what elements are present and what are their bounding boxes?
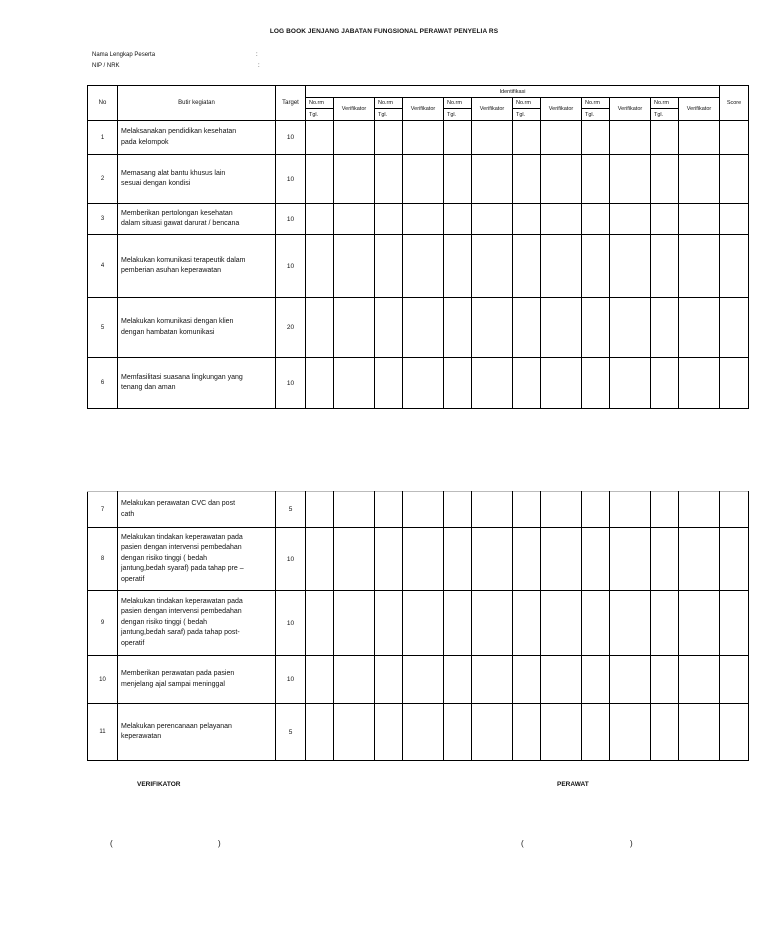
row-number: 8: [88, 528, 118, 591]
activity-line: pada kelompok: [121, 138, 169, 146]
entry-cell[interactable]: [334, 656, 375, 704]
entry-cell[interactable]: [306, 656, 334, 704]
row-activity-description: [118, 298, 276, 358]
row-activity-description: [118, 235, 276, 298]
entry-cell[interactable]: [651, 358, 679, 409]
row-number: 6: [88, 358, 118, 409]
score-cell[interactable]: [720, 235, 749, 298]
entry-cell[interactable]: [679, 358, 720, 409]
entry-cell[interactable]: [651, 298, 679, 358]
entry-cell[interactable]: [610, 358, 651, 409]
row-activity-description: [118, 704, 276, 761]
score-cell[interactable]: [720, 591, 749, 656]
entry-cell[interactable]: [375, 704, 403, 761]
row-target: 10: [276, 235, 306, 298]
entry-cell[interactable]: [375, 298, 403, 358]
entry-cell[interactable]: [375, 235, 403, 298]
perawat-signature-label: PERAWAT: [557, 781, 589, 788]
activity-line: Melakukan tindakan keperawatan pada: [121, 597, 243, 605]
entry-cell[interactable]: [375, 155, 403, 204]
entry-cell[interactable]: [403, 358, 444, 409]
entry-cell[interactable]: [582, 121, 610, 155]
row-activity-description: [118, 591, 276, 656]
header-verifikator: Verifikator: [541, 98, 582, 121]
entry-cell[interactable]: [334, 492, 375, 528]
entry-cell[interactable]: [472, 704, 513, 761]
table-row: [88, 492, 749, 528]
entry-cell[interactable]: [306, 121, 334, 155]
entry-cell[interactable]: [541, 235, 582, 298]
row-number: 5: [88, 298, 118, 358]
row-target: 20: [276, 298, 306, 358]
entry-cell[interactable]: [651, 528, 679, 591]
activity-line: dengan risiko tinggi ( bedah: [121, 618, 208, 626]
table-row: [88, 298, 749, 358]
entry-cell[interactable]: [444, 155, 472, 204]
row-target: 10: [276, 656, 306, 704]
entry-cell[interactable]: [444, 235, 472, 298]
entry-cell[interactable]: [541, 358, 582, 409]
activity-line: jantung,bedah saraf) pada tahap post-: [121, 629, 240, 637]
activity-line: tenang dan aman: [121, 384, 176, 391]
entry-cell[interactable]: [375, 204, 403, 235]
verifikator-signature-label: VERIFIKATOR: [137, 781, 181, 788]
entry-cell[interactable]: [582, 204, 610, 235]
entry-cell[interactable]: [306, 298, 334, 358]
entry-cell[interactable]: [541, 492, 582, 528]
entry-cell[interactable]: [541, 656, 582, 704]
entry-cell[interactable]: [403, 492, 444, 528]
entry-cell[interactable]: [610, 704, 651, 761]
table-body-page-1: [88, 121, 749, 409]
perawat-open-paren: (: [521, 839, 524, 848]
entry-cell[interactable]: [679, 656, 720, 704]
entry-cell[interactable]: [403, 704, 444, 761]
activity-line: dengan risiko tinggi ( bedah: [121, 554, 208, 562]
activity-line: pemberian asuhan keperawatan: [121, 267, 222, 274]
header-norm: No.rm: [513, 98, 541, 109]
entry-cell[interactable]: [610, 298, 651, 358]
entry-cell[interactable]: [541, 204, 582, 235]
entry-cell[interactable]: [651, 656, 679, 704]
document-title: LOG BOOK JENJANG JABATAN FUNGSIONAL PERAWAT PENYELIA RS: [269, 28, 499, 35]
entry-cell[interactable]: [375, 358, 403, 409]
entry-cell[interactable]: [513, 358, 541, 409]
entry-cell[interactable]: [679, 298, 720, 358]
entry-cell[interactable]: [334, 298, 375, 358]
entry-cell[interactable]: [403, 298, 444, 358]
row-activity-description: [118, 492, 276, 528]
header-no: No: [88, 86, 118, 121]
perawat-close-paren: ): [630, 839, 633, 848]
entry-cell[interactable]: [541, 704, 582, 761]
entry-cell[interactable]: [610, 492, 651, 528]
entry-cell[interactable]: [679, 528, 720, 591]
entry-cell[interactable]: [541, 155, 582, 204]
entry-cell[interactable]: [334, 204, 375, 235]
entry-cell[interactable]: [513, 235, 541, 298]
header-butir-kegiatan: Butir kegiatan: [118, 86, 276, 121]
entry-cell[interactable]: [472, 121, 513, 155]
entry-cell[interactable]: [375, 656, 403, 704]
entry-cell[interactable]: [582, 492, 610, 528]
entry-cell[interactable]: [513, 528, 541, 591]
row-activity-description: [118, 528, 276, 591]
activity-line: jantung,bedah syaraf) pada tahap pre –: [121, 565, 244, 573]
activity-line: pasien dengan intervensi pembedahan: [121, 544, 242, 552]
entry-cell[interactable]: [306, 358, 334, 409]
header-verifikator: Verifikator: [679, 98, 720, 121]
entry-cell[interactable]: [334, 121, 375, 155]
entry-cell[interactable]: [444, 656, 472, 704]
entry-cell[interactable]: [610, 155, 651, 204]
entry-cell[interactable]: [472, 591, 513, 656]
table-row: [88, 121, 749, 155]
score-cell[interactable]: [720, 155, 749, 204]
header-tgl: Tgl.: [375, 109, 403, 121]
row-target: 10: [276, 358, 306, 409]
entry-cell[interactable]: [582, 358, 610, 409]
name-label: Nama Lengkap Peserta: [92, 52, 156, 58]
name-field-row: [92, 52, 258, 58]
entry-cell[interactable]: [306, 528, 334, 591]
entry-cell[interactable]: [610, 204, 651, 235]
entry-cell[interactable]: [582, 704, 610, 761]
table-body-page-2: [88, 492, 749, 761]
activity-line: Memberikan pertolongan kesehatan: [121, 209, 233, 217]
table-row: [88, 656, 749, 704]
header-tgl: Tgl.: [582, 109, 610, 121]
table-row: [88, 528, 749, 591]
row-activity-description: [118, 155, 276, 204]
entry-cell[interactable]: [582, 591, 610, 656]
table-row: [88, 235, 749, 298]
table-row: [88, 591, 749, 656]
entry-cell[interactable]: [403, 591, 444, 656]
entry-cell[interactable]: [610, 656, 651, 704]
header-norm: No.rm: [651, 98, 679, 109]
entry-cell[interactable]: [375, 591, 403, 656]
activity-line: Memberikan perawatan pada pasien: [121, 670, 235, 677]
name-colon: :: [256, 52, 258, 58]
entry-cell[interactable]: [582, 528, 610, 591]
logbook-table-page-1: [87, 85, 749, 409]
activity-line: Melakukan komunikasi terapeutik dalam: [121, 256, 246, 264]
activity-line: Memfasilitasi suasana lingkungan yang: [121, 373, 243, 381]
entry-cell[interactable]: [444, 591, 472, 656]
row-number: 9: [88, 591, 118, 656]
entry-cell[interactable]: [679, 204, 720, 235]
row-number: 10: [88, 656, 118, 704]
entry-cell[interactable]: [472, 358, 513, 409]
header-verifikator: Verifikator: [472, 98, 513, 121]
entry-cell[interactable]: [679, 492, 720, 528]
logbook-table-page-2: [87, 491, 749, 761]
entry-cell[interactable]: [651, 235, 679, 298]
entry-cell[interactable]: [513, 591, 541, 656]
entry-cell[interactable]: [375, 492, 403, 528]
entry-cell[interactable]: [513, 204, 541, 235]
row-activity-description: [118, 358, 276, 409]
entry-cell[interactable]: [472, 204, 513, 235]
entry-cell[interactable]: [541, 121, 582, 155]
entry-cell[interactable]: [651, 704, 679, 761]
header-tgl: Tgl.: [651, 109, 679, 121]
header-target: Target: [276, 86, 306, 121]
entry-cell[interactable]: [403, 204, 444, 235]
entry-cell[interactable]: [375, 528, 403, 591]
entry-cell[interactable]: [403, 121, 444, 155]
entry-cell[interactable]: [541, 528, 582, 591]
activity-line: menjelang ajal sampai meninggal: [121, 680, 225, 688]
entry-cell[interactable]: [679, 704, 720, 761]
verifikator-close-paren: ): [218, 839, 221, 848]
activity-line: pasien dengan intervensi pembedahan: [121, 608, 242, 616]
nip-label: NIP / NRK: [92, 63, 120, 69]
entry-cell[interactable]: [541, 298, 582, 358]
activity-line: keperawatan: [121, 733, 162, 740]
entry-cell[interactable]: [334, 358, 375, 409]
entry-cell[interactable]: [610, 528, 651, 591]
header-tgl: Tgl.: [444, 109, 472, 121]
entry-cell[interactable]: [541, 591, 582, 656]
entry-cell[interactable]: [513, 121, 541, 155]
entry-cell[interactable]: [403, 656, 444, 704]
row-activity-description: [118, 656, 276, 704]
entry-cell[interactable]: [651, 155, 679, 204]
activity-line: Melakukan tindakan keperawatan pada: [121, 533, 243, 541]
activity-line: Memasang alat bantu khusus lain: [121, 169, 226, 177]
row-target: 10: [276, 121, 306, 155]
activity-line: Melakukan komunikasi dengan klien: [121, 318, 234, 325]
entry-cell[interactable]: [610, 591, 651, 656]
entry-cell[interactable]: [444, 358, 472, 409]
activity-line: dalam situasi gawat darurat / bencana: [121, 220, 240, 227]
row-number: 3: [88, 204, 118, 235]
entry-cell[interactable]: [472, 155, 513, 204]
entry-cell[interactable]: [582, 656, 610, 704]
entry-cell[interactable]: [306, 492, 334, 528]
entry-cell[interactable]: [651, 492, 679, 528]
row-activity-description: [118, 121, 276, 155]
activity-line: Melakukan perawatan CVC dan post: [121, 500, 236, 507]
entry-cell[interactable]: [651, 204, 679, 235]
row-number: 7: [88, 492, 118, 528]
entry-cell[interactable]: [306, 235, 334, 298]
row-number: 4: [88, 235, 118, 298]
entry-cell[interactable]: [375, 121, 403, 155]
entry-cell[interactable]: [334, 155, 375, 204]
entry-cell[interactable]: [444, 492, 472, 528]
entry-cell[interactable]: [651, 591, 679, 656]
entry-cell[interactable]: [403, 235, 444, 298]
header-norm: No.rm: [444, 98, 472, 109]
row-number: 11: [88, 704, 118, 761]
row-number: 1: [88, 121, 118, 155]
entry-cell[interactable]: [444, 204, 472, 235]
entry-cell[interactable]: [472, 235, 513, 298]
entry-cell[interactable]: [334, 704, 375, 761]
entry-cell[interactable]: [306, 204, 334, 235]
entry-cell[interactable]: [679, 235, 720, 298]
header-score: Score: [720, 86, 749, 121]
entry-cell[interactable]: [472, 528, 513, 591]
entry-cell[interactable]: [306, 591, 334, 656]
entry-cell[interactable]: [582, 155, 610, 204]
header-tgl: Tgl.: [306, 109, 334, 121]
score-cell[interactable]: [720, 204, 749, 235]
header-verifikator: Verifikator: [334, 98, 375, 121]
score-cell[interactable]: [720, 656, 749, 704]
nip-colon: :: [258, 63, 260, 69]
entry-cell[interactable]: [582, 235, 610, 298]
row-target: 5: [276, 704, 306, 761]
activity-line: operatif: [121, 639, 145, 647]
entry-cell[interactable]: [472, 298, 513, 358]
row-target: 10: [276, 528, 306, 591]
row-number: 2: [88, 155, 118, 204]
entry-cell[interactable]: [444, 704, 472, 761]
entry-cell[interactable]: [610, 121, 651, 155]
activity-line: Melaksanakan pendidikan kesehatan: [121, 128, 237, 135]
activity-line: cath: [121, 510, 135, 518]
row-activity-description: [118, 204, 276, 235]
activity-line: operatif: [121, 575, 145, 583]
entry-cell[interactable]: [444, 528, 472, 591]
entry-cell[interactable]: [403, 528, 444, 591]
entry-cell[interactable]: [651, 121, 679, 155]
entry-cell[interactable]: [610, 235, 651, 298]
table-row: [88, 155, 749, 204]
entry-cell[interactable]: [679, 155, 720, 204]
nip-field-row: [92, 63, 260, 69]
entry-cell[interactable]: [513, 298, 541, 358]
header-norm: No.rm: [306, 98, 334, 109]
header-verifikator: Verifikator: [403, 98, 444, 121]
entry-cell[interactable]: [403, 155, 444, 204]
activity-line: Melakukan perencanaan pelayanan: [121, 722, 232, 730]
entry-cell[interactable]: [334, 591, 375, 656]
header-norm: No.rm: [375, 98, 403, 109]
entry-cell[interactable]: [472, 656, 513, 704]
entry-cell[interactable]: [679, 591, 720, 656]
activity-line: dengan hambatan komunikasi: [121, 328, 215, 336]
row-target: 10: [276, 204, 306, 235]
score-cell[interactable]: [720, 358, 749, 409]
entry-cell[interactable]: [306, 704, 334, 761]
score-cell[interactable]: [720, 528, 749, 591]
entry-cell[interactable]: [513, 704, 541, 761]
header-verifikator: Verifikator: [610, 98, 651, 121]
entry-cell[interactable]: [679, 121, 720, 155]
verifikator-open-paren: (: [110, 839, 113, 848]
entry-cell[interactable]: [513, 492, 541, 528]
score-cell[interactable]: [720, 492, 749, 528]
entry-cell[interactable]: [444, 121, 472, 155]
row-target: 10: [276, 155, 306, 204]
score-cell[interactable]: [720, 121, 749, 155]
row-target: 5: [276, 492, 306, 528]
table-row: [88, 204, 749, 235]
entry-cell[interactable]: [513, 656, 541, 704]
score-cell[interactable]: [720, 298, 749, 358]
entry-cell[interactable]: [334, 235, 375, 298]
entry-cell[interactable]: [513, 155, 541, 204]
header-norm: No.rm: [582, 98, 610, 109]
header-tgl: Tgl.: [513, 109, 541, 121]
activity-line: sesuai dengan kondisi: [121, 180, 191, 187]
row-target: 10: [276, 591, 306, 656]
score-cell[interactable]: [720, 704, 749, 761]
entry-cell[interactable]: [334, 528, 375, 591]
entry-cell[interactable]: [306, 155, 334, 204]
entry-cell[interactable]: [444, 298, 472, 358]
table-row: [88, 358, 749, 409]
header-identifikasi: Identifikasi: [306, 86, 720, 98]
entry-cell[interactable]: [472, 492, 513, 528]
entry-cell[interactable]: [582, 298, 610, 358]
table-row: [88, 704, 749, 761]
